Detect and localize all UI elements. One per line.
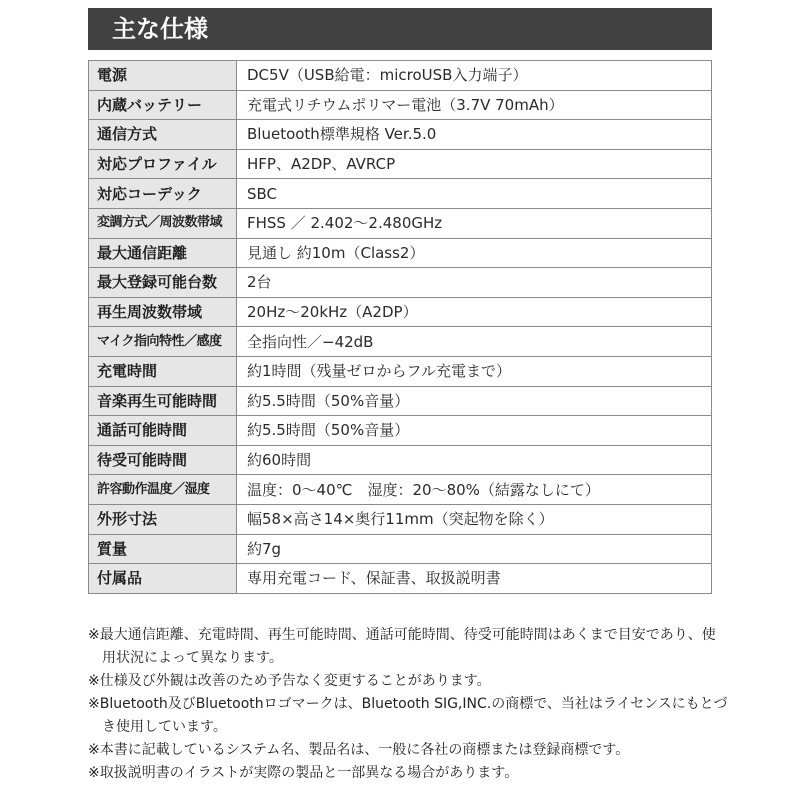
spec-label: 通信方式 (89, 120, 237, 150)
spec-label: 電源 (89, 61, 237, 91)
spec-value: 約1時間（残量ゼロからフル充電まで） (237, 356, 712, 386)
table-row (89, 297, 712, 327)
spec-value: SBC (237, 179, 712, 209)
spec-label: 変調方式／周波数帯域 (89, 208, 237, 238)
spec-value: 約60時間 (237, 445, 712, 475)
table-row (89, 120, 712, 150)
table-row (89, 386, 712, 416)
spec-value: 約7g (237, 534, 712, 564)
table-row (89, 149, 712, 179)
spec-label: 待受可能時間 (89, 445, 237, 475)
spec-label: 再生周波数帯域 (89, 297, 237, 327)
table-row (89, 179, 712, 209)
spec-label: 対応プロファイル (89, 149, 237, 179)
section-header (88, 8, 712, 50)
spec-label: マイク指向特性／感度 (89, 327, 237, 357)
spec-value: Bluetooth標準規格 Ver.5.0 (237, 120, 712, 150)
table-row (89, 238, 712, 268)
table-row (89, 268, 712, 298)
spec-value: 幅58×高さ14×奥行11mm（突起物を除く） (237, 504, 712, 534)
table-row (89, 534, 712, 564)
spec-label: 通話可能時間 (89, 416, 237, 446)
spec-value: 約5.5時間（50%音量） (237, 416, 712, 446)
spec-label: 外形寸法 (89, 504, 237, 534)
table-row (89, 416, 712, 446)
table-row (89, 475, 712, 505)
spec-value: 約5.5時間（50%音量） (237, 386, 712, 416)
table-row (89, 90, 712, 120)
table-row (89, 504, 712, 534)
spec-value: 専用充電コード、保証書、取扱説明書 (237, 564, 712, 594)
table-row (89, 208, 712, 238)
table-row (89, 61, 712, 91)
spec-label: 最大通信距離 (89, 238, 237, 268)
spec-label: 付属品 (89, 564, 237, 594)
spec-value: 20Hz〜20kHz（A2DP） (237, 297, 712, 327)
table-row (89, 327, 712, 357)
table-row (89, 564, 712, 594)
spec-label: 最大登録可能台数 (89, 268, 237, 298)
section-title: 主な仕様 (112, 15, 208, 43)
spec-value: 温度：0〜40℃ 湿度：20〜80%（結露なしにて） (237, 475, 712, 505)
note-text: ※取扱説明書のイラストが実際の製品と一部異なる場合があります。 (88, 765, 519, 781)
spec-label: 音楽再生可能時間 (89, 386, 237, 416)
spec-value: HFP、A2DP、AVRCP (237, 149, 712, 179)
note-text: ※仕様及び外観は改善のため予告なく変更することがあります。 (88, 673, 491, 689)
spec-value: 見通し 約10m（Class2） (237, 238, 712, 268)
table-row (89, 356, 712, 386)
note-text: ※Bluetooth及びBluetoothロゴマークは、Bluetooth SIG,INC.の商標で、当社はライセンスにもとづき使用しています。 (88, 696, 728, 735)
spec-table (88, 60, 712, 594)
spec-value: 充電式リチウムポリマー電池（3.7V 70mAh） (237, 90, 712, 120)
spec-value: 全指向性／−42dB (237, 327, 712, 357)
notes-section (88, 624, 728, 785)
spec-label: 充電時間 (89, 356, 237, 386)
spec-label: 許容動作温度／湿度 (89, 475, 237, 505)
spec-value: 2台 (237, 268, 712, 298)
spec-label: 対応コーデック (89, 179, 237, 209)
spec-label: 質量 (89, 534, 237, 564)
note-text: ※本書に記載しているシステム名、製品名は、一般に各社の商標または登録商標です。 (88, 742, 630, 758)
spec-value: FHSS ／ 2.402〜2.480GHz (237, 208, 712, 238)
table-row (89, 445, 712, 475)
spec-value: DC5V（USB給電：microUSB入力端子） (237, 61, 712, 91)
spec-label: 内蔵バッテリー (89, 90, 237, 120)
note-text: ※最大通信距離、充電時間、再生可能時間、通話可能時間、待受可能時間はあくまで目安であり、使用状況によって異なります。 (88, 627, 716, 666)
